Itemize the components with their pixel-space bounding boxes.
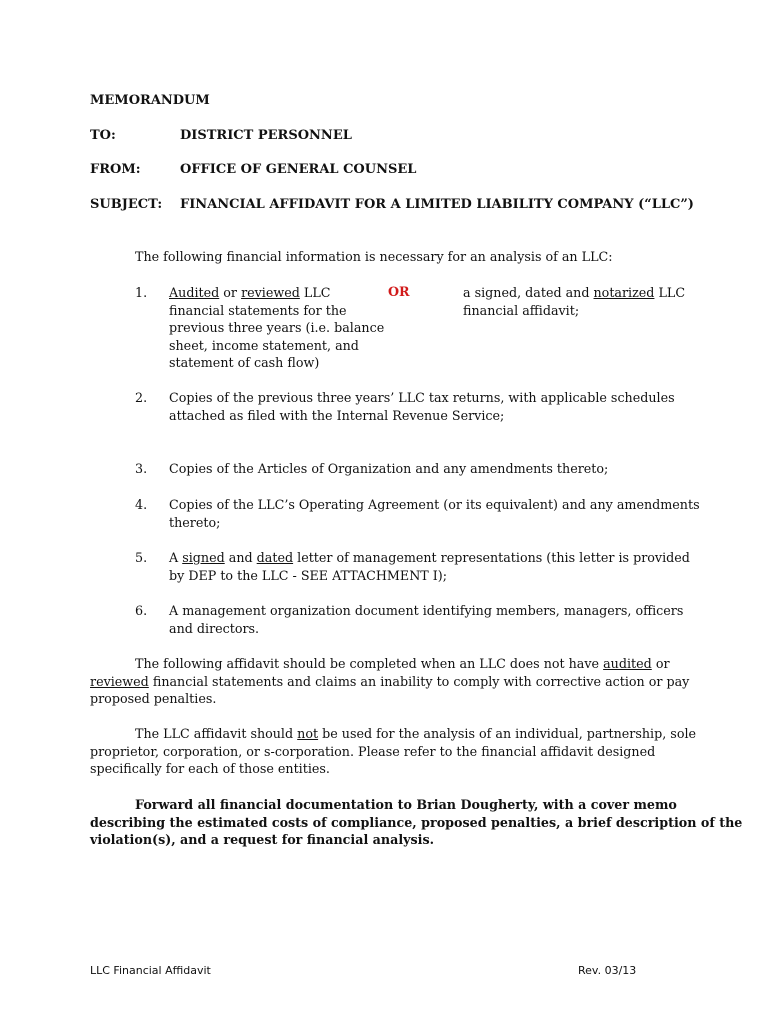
item-3-number: 3. [135,461,148,476]
item-3-line1: Copies of the Articles of Organization and any amendments thereto; [169,461,609,476]
para-3-line2: describing the estimated costs of compliance, proposed penalties, a brief description of the [90,814,743,830]
para-1-reviewed-word: reviewed [90,673,149,689]
para-3-line1: Forward all financial documentation to Brian Dougherty, with a cover memo [135,797,677,812]
para-1-line2: reviewed financial statements and claims an inability to comply with corrective action or pay [90,673,690,689]
para-1-line3: proposed penalties. [90,691,217,706]
item-6-line1: A management organization document identifying members, managers, officers [169,603,684,618]
item-1-left-line5: statement of cash flow) [169,355,320,370]
para-2-line1: The LLC affidavit should not be used for the analysis of an individual, partnership, sole [135,726,697,741]
para-2-line3: specifically for each of those entities. [90,761,330,776]
subject-value: FINANCIAL AFFIDAVIT FOR A LIMITED LIABILITY COMPANY (“LLC”) [180,197,694,212]
or-label: OR [388,284,410,299]
subject-label: SUBJECT: [90,197,163,212]
item-1-left-line2: financial statements for the [169,302,347,318]
footer-left: LLC Financial Affidavit [90,964,211,977]
item-4-line2: thereto; [169,514,221,530]
to-label: TO: [90,128,116,143]
audited-word: Audited [169,285,220,300]
item-5-line1: A signed and dated letter of management representations (this letter is provided [169,550,690,565]
not-word: not [297,726,319,741]
from-value: OFFICE OF GENERAL COUNSEL [180,162,417,177]
item-1-left-line1: Audited or reviewed LLC [169,285,331,300]
item-6-number: 6. [135,603,148,618]
item-5-line2: by DEP to the LLC - SEE ATTACHMENT I); [169,567,448,583]
para-3-line3: violation(s), and a request for financial analysis. [90,832,435,847]
notarized-word: notarized [593,285,655,300]
item-2-line1: Copies of the previous three years’ LLC tax returns, with applicable schedules [169,390,675,405]
para-1-audited-word: audited [603,656,652,671]
item-5-number: 5. [135,550,148,565]
item-1-left-line4: sheet, income statement, and [169,337,359,353]
item-4-number: 4. [135,497,148,512]
footer-right: Rev. 03/13 [578,964,637,977]
memo-title: MEMORANDUM [90,93,210,108]
item-2-number: 2. [135,390,148,405]
item-4-line1: Copies of the LLC’s Operating Agreement (or its equivalent) and any amendments [169,497,700,512]
item-2-line2: attached as filed with the Internal Revenue Service; [169,407,505,423]
item-1-right-line1: a signed, dated and notarized LLC [463,285,686,300]
item-1-right-line2: financial affidavit; [463,302,580,318]
intro-text: The following financial information is necessary for an analysis of an LLC: [135,249,613,264]
item-6-line2: and directors. [169,620,260,636]
from-label: FROM: [90,162,141,177]
dated-word: dated [256,550,294,565]
signed-word: signed [182,550,225,565]
para-1-line1: The following affidavit should be completed when an LLC does not have audited or [135,656,670,671]
reviewed-word: reviewed [241,285,300,300]
item-1-number: 1. [135,285,148,300]
item-1-left-line3: previous three years (i.e. balance [169,320,385,335]
to-value: DISTRICT PERSONNEL [180,128,352,143]
para-2-line2: proprietor, corporation, or s-corporation. Please refer to the financial affidavit designed [90,743,656,759]
